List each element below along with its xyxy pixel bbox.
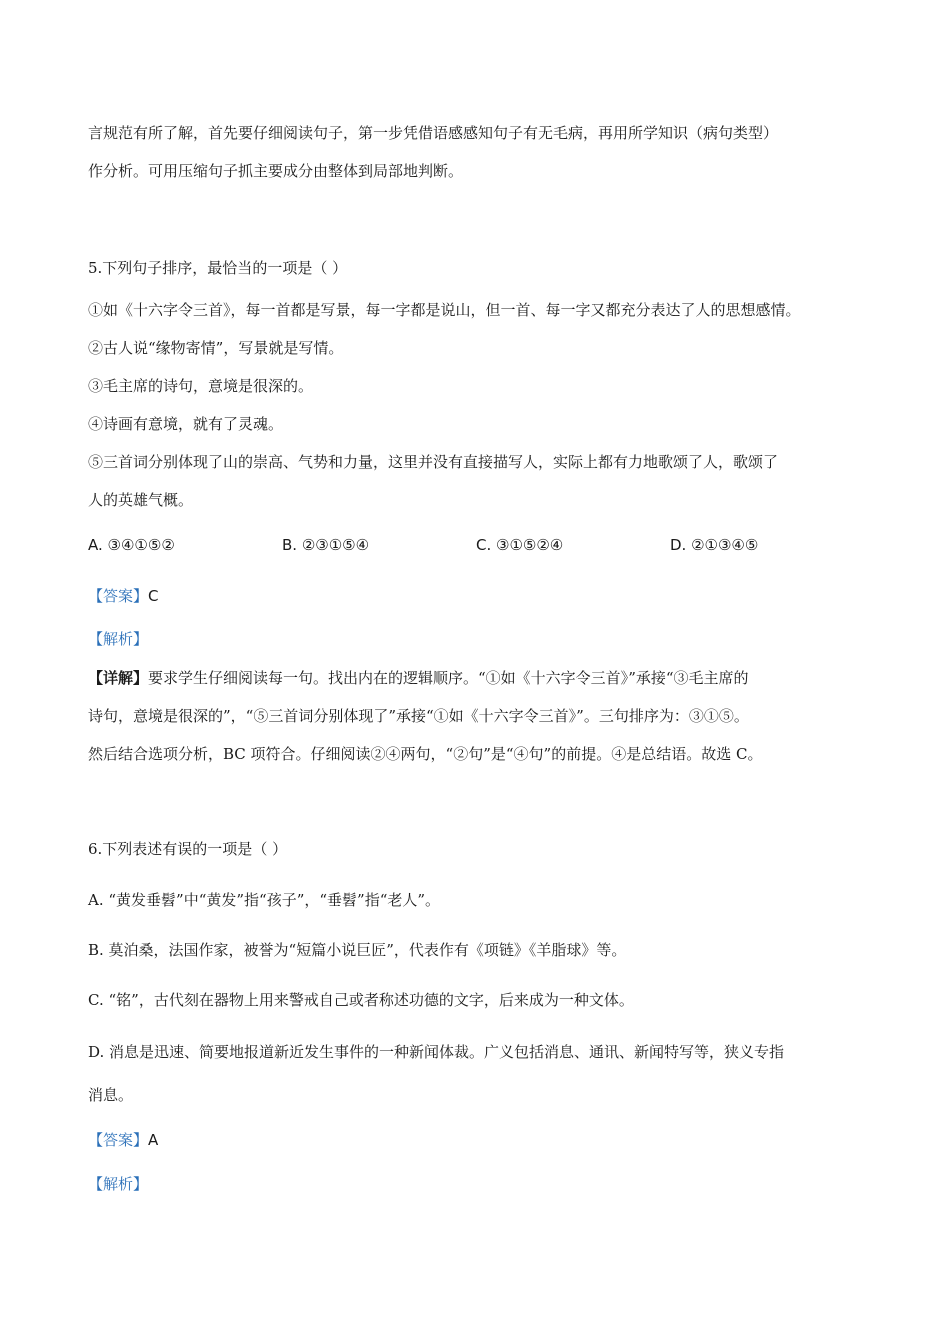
intro-line-1: 言规范有所了解，首先要仔细阅读句子，第一步凭借语感感知句子有无毛病，再用所学知识（病句类型） (88, 124, 779, 142)
q6-option-b: B. 莫泊桑，法国作家，被誉为“短篇小说巨匠”，代表作有《项链》《羊脂球》等。 (88, 941, 627, 959)
q5-stem: 5.下列句子排序，最恰当的一项是（ ） (88, 259, 348, 277)
q6-answer-tag: 【答案】 (88, 1131, 149, 1149)
q5-answer (88, 586, 159, 606)
q5-option-b: B. ②③①⑤④ (282, 536, 370, 554)
q6-option-d: D. 消息是迅速、简要地报道新近发生事件的一种新闻体裁。广义包括消息、通讯、新闻特写等，狭义专指 (88, 1043, 785, 1061)
q5-sentence-1: ①如《十六字令三首》，每一首都是写景，每一字都是说山，但一首、每一字又都充分表达了人的思想感情。 (88, 301, 801, 319)
q5-detail-line-2: 诗句，意境是很深的”，“⑤三首词分别体现了”承接“①如《十六字令三首》”。三句排序为：③①⑤。 (88, 707, 749, 725)
q5-sentence-2: ②古人说“缘物寄情”，写景就是写情。 (88, 339, 344, 357)
q5-analysis-tag: 【解析】 (88, 630, 149, 648)
q5-option-d: D. ②①③④⑤ (670, 536, 759, 554)
q5-answer-tag: 【答案】 (88, 587, 149, 605)
q6-option-d-cont: 消息。 (88, 1086, 134, 1104)
q6-option-a: A. “黄发垂髫”中“黄发”指“孩子”，“垂髫”指“老人”。 (88, 891, 441, 909)
q5-sentence-5-cont: 人的英雄气概。 (88, 491, 194, 509)
q6-analysis-tag: 【解析】 (88, 1175, 149, 1193)
q5-answer-value: C (148, 587, 159, 605)
q5-detail-line-3: 然后结合选项分析，BC 项符合。仔细阅读②④两句，“②句”是“④句”的前提。④是总结语。故选 C。 (88, 745, 763, 763)
q5-sentence-3: ③毛主席的诗句，意境是很深的。 (88, 377, 314, 395)
q5-option-a: A. ③④①⑤② (88, 536, 175, 554)
q5-sentence-4: ④诗画有意境，就有了灵魂。 (88, 415, 284, 433)
q5-detail-tag: 【详解】 (88, 669, 149, 687)
q6-option-c: C. “铭”，古代刻在器物上用来警戒自己或者称述功德的文字，后来成为一种文体。 (88, 991, 634, 1009)
q5-detail-line-1 (88, 668, 749, 688)
q6-stem: 6.下列表述有误的一项是（ ） (88, 840, 288, 858)
intro-line-2: 作分析。可用压缩句子抓主要成分由整体到局部地判断。 (88, 162, 464, 180)
q6-answer (88, 1130, 158, 1150)
q5-sentence-5: ⑤三首词分别体现了山的崇高、气势和力量，这里并没有直接描写人，实际上都有力地歌颂了人，歌颂了 (88, 453, 779, 471)
q6-answer-value: A (148, 1131, 159, 1149)
q5-option-c: C. ③①⑤②④ (476, 536, 564, 554)
q5-detail-text: 要求学生仔细阅读每一句。找出内在的逻辑顺序。“①如《十六字令三首》”承接“③毛主席的 (148, 669, 749, 687)
